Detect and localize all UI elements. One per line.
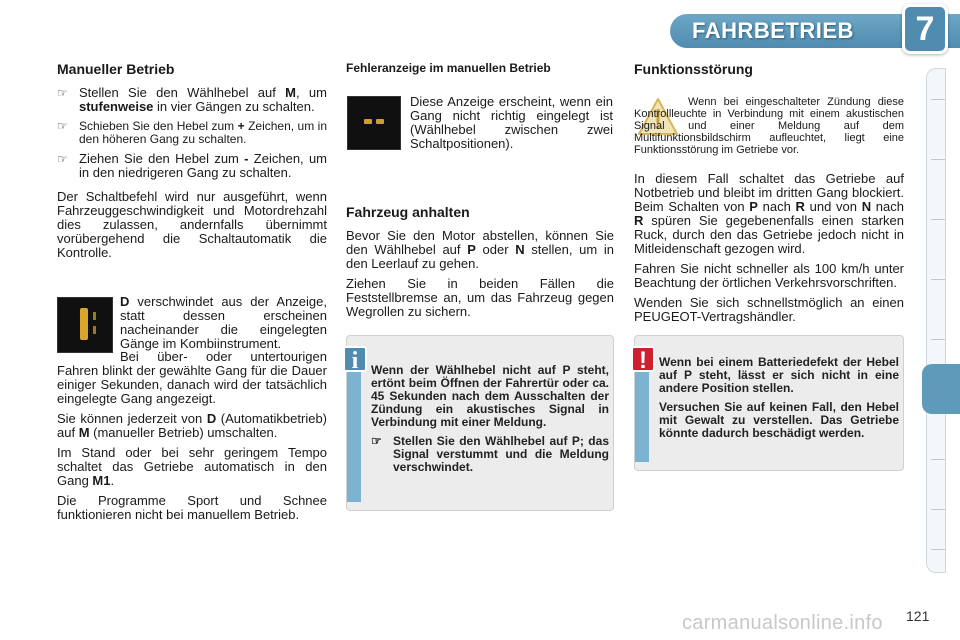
info-box xyxy=(346,335,614,511)
paragraph: Bei über- oder untertourigen Fahren blinkt der gewählte Gang für die Dauer einiger Sekunden, danach wird der tatsächlich eingelegte Gang angezeigt. xyxy=(57,349,327,406)
warning-box xyxy=(634,335,904,471)
malfunction-heading: Funktionsstörung xyxy=(634,61,753,77)
warning-text: Wenn bei einem Batteriedefekt der Hebel auf P steht, lässt er sich nicht in eine andere Position stellen. xyxy=(659,355,899,395)
tab-divider xyxy=(931,459,945,460)
list-item: ☞ Stellen Sie den Wählhebel auf P; das Signal verstummt und die Meldung verschwindet. xyxy=(371,434,609,474)
paragraph: Sie können jederzeit von D (Automatikbetrieb) auf M (manueller Betrieb) umschalten. xyxy=(57,411,327,440)
left-column xyxy=(57,62,327,266)
paragraph: Im Stand oder bei sehr geringem Tempo schaltet das Getriebe automatisch in den Gang M1. xyxy=(57,445,327,488)
paragraph: Fahren Sie nicht schneller als 100 km/h unter Beachtung der örtlichen Verkehrsvorschriften. xyxy=(634,261,904,290)
fault-indicator-image xyxy=(347,96,401,150)
middle-column xyxy=(346,205,614,325)
exclamation-icon: ! xyxy=(631,346,655,372)
stop-vehicle-heading: Fahrzeug anhalten xyxy=(346,204,470,220)
manual-mode-heading: Manueller Betrieb xyxy=(57,61,175,77)
tab-divider xyxy=(931,159,945,160)
tab-divider xyxy=(931,99,945,100)
info-icon: i xyxy=(343,346,367,372)
tab-divider xyxy=(931,339,945,340)
pointing-hand-icon: ☞ xyxy=(57,152,68,166)
tab-divider xyxy=(931,219,945,220)
malfunction-heading-wrap xyxy=(634,62,904,86)
tab-active-chapter[interactable] xyxy=(922,364,960,414)
page-number: 121 xyxy=(906,608,930,624)
info-text: Wenn der Wählhebel nicht auf P steht, ertönt beim Öffnen der Fahrertür oder ca. 45 Sekunden nach dem Ausschalten der Zündung ein akustisches Signal in Verbindung mit einer Meldung. xyxy=(371,363,609,429)
gear-display-image xyxy=(57,297,113,353)
paragraph: Der Schaltbefehl wird nur ausgeführt, wenn Fahrzeuggeschwindigkeit und Motordrehzahl dies zulassen, andernfalls übernimmt vorübergehend die Schaltautomatik die Kontrolle. xyxy=(57,189,327,260)
warning-text: Versuchen Sie auf keinen Fall, den Hebel mit Gewalt zu verstellen. Das Getriebe könnte dadurch beschädigt werden. xyxy=(659,400,899,440)
chapter-number: 7 xyxy=(915,10,935,48)
list-item: ☞ Schieben Sie den Hebel zum + Zeichen, um in den höheren Gang zu schalten. xyxy=(57,119,327,146)
tab-divider xyxy=(931,549,945,550)
paragraph: Ziehen Sie in beiden Fällen die Feststellbremse an, um das Fahrzeug gegen Wegrollen zu sichern. xyxy=(346,276,614,319)
list-item: ☞ Ziehen Sie den Hebel zum - Zeichen, um in den niedrigeren Gang zu schalten. xyxy=(57,151,327,180)
fault-text: Diese Anzeige erscheint, wenn ein Gang nicht richtig eingelegt ist (Wählhebel zwischen zwei Schaltpositionen). xyxy=(410,94,613,151)
display-note: D verschwindet aus der Anzeige, statt dessen erscheinen nacheinander die eingelegten Gänge im Kombiinstrument. xyxy=(120,294,327,351)
paragraph: Wenden Sie sich schnellstmöglich an einen PEUGEOT-Vertragshändler. xyxy=(634,295,904,324)
paragraph: Bevor Sie den Motor abstellen, können Sie den Wählhebel auf P oder N stellen, um in den Leerlauf zu gehen. xyxy=(346,228,614,271)
list-item: ☞ Stellen Sie den Wählhebel auf M, um stufenweise in vier Gängen zu schalten. xyxy=(57,85,327,114)
chapter-number-badge xyxy=(902,4,948,54)
left-column-lower xyxy=(57,350,327,528)
right-column xyxy=(634,172,904,330)
pointing-hand-icon: ☞ xyxy=(371,434,382,448)
chapter-tabs[interactable] xyxy=(926,68,946,573)
watermark: carmanualsonline.info xyxy=(682,612,883,634)
tab-divider xyxy=(931,509,945,510)
fault-heading: Fehleranzeige im manuellen Betrieb xyxy=(346,61,551,75)
warning-light-text: Wenn bei eingeschalteter Zündung diese Kontrollleuchte in Verbindung mit einem akustischen Signal und einer Meldung auf dem Multifunktionsbildschirm aufleuchtet, liegt eine Funktionsstörung im Getriebe vor. xyxy=(634,96,904,156)
pointing-hand-icon: ☞ xyxy=(57,86,68,100)
paragraph: Die Programme Sport und Schnee funktionieren nicht bei manuellem Betrieb. xyxy=(57,493,327,522)
chapter-header xyxy=(640,0,960,58)
tab-divider xyxy=(931,279,945,280)
paragraph: In diesem Fall schaltet das Getriebe auf Notbetrieb und bleibt im dritten Gang blockiert. Beim Schalten von P nach R und von N nach R spüren Sie gegebenenfalls einen starken Ruck, durch den das Getriebe jedoch nicht in Mitleidenschaft gezogen wird. xyxy=(634,171,904,256)
chapter-title: FAHRBETRIEB xyxy=(692,18,854,43)
pointing-hand-icon: ☞ xyxy=(57,119,68,133)
